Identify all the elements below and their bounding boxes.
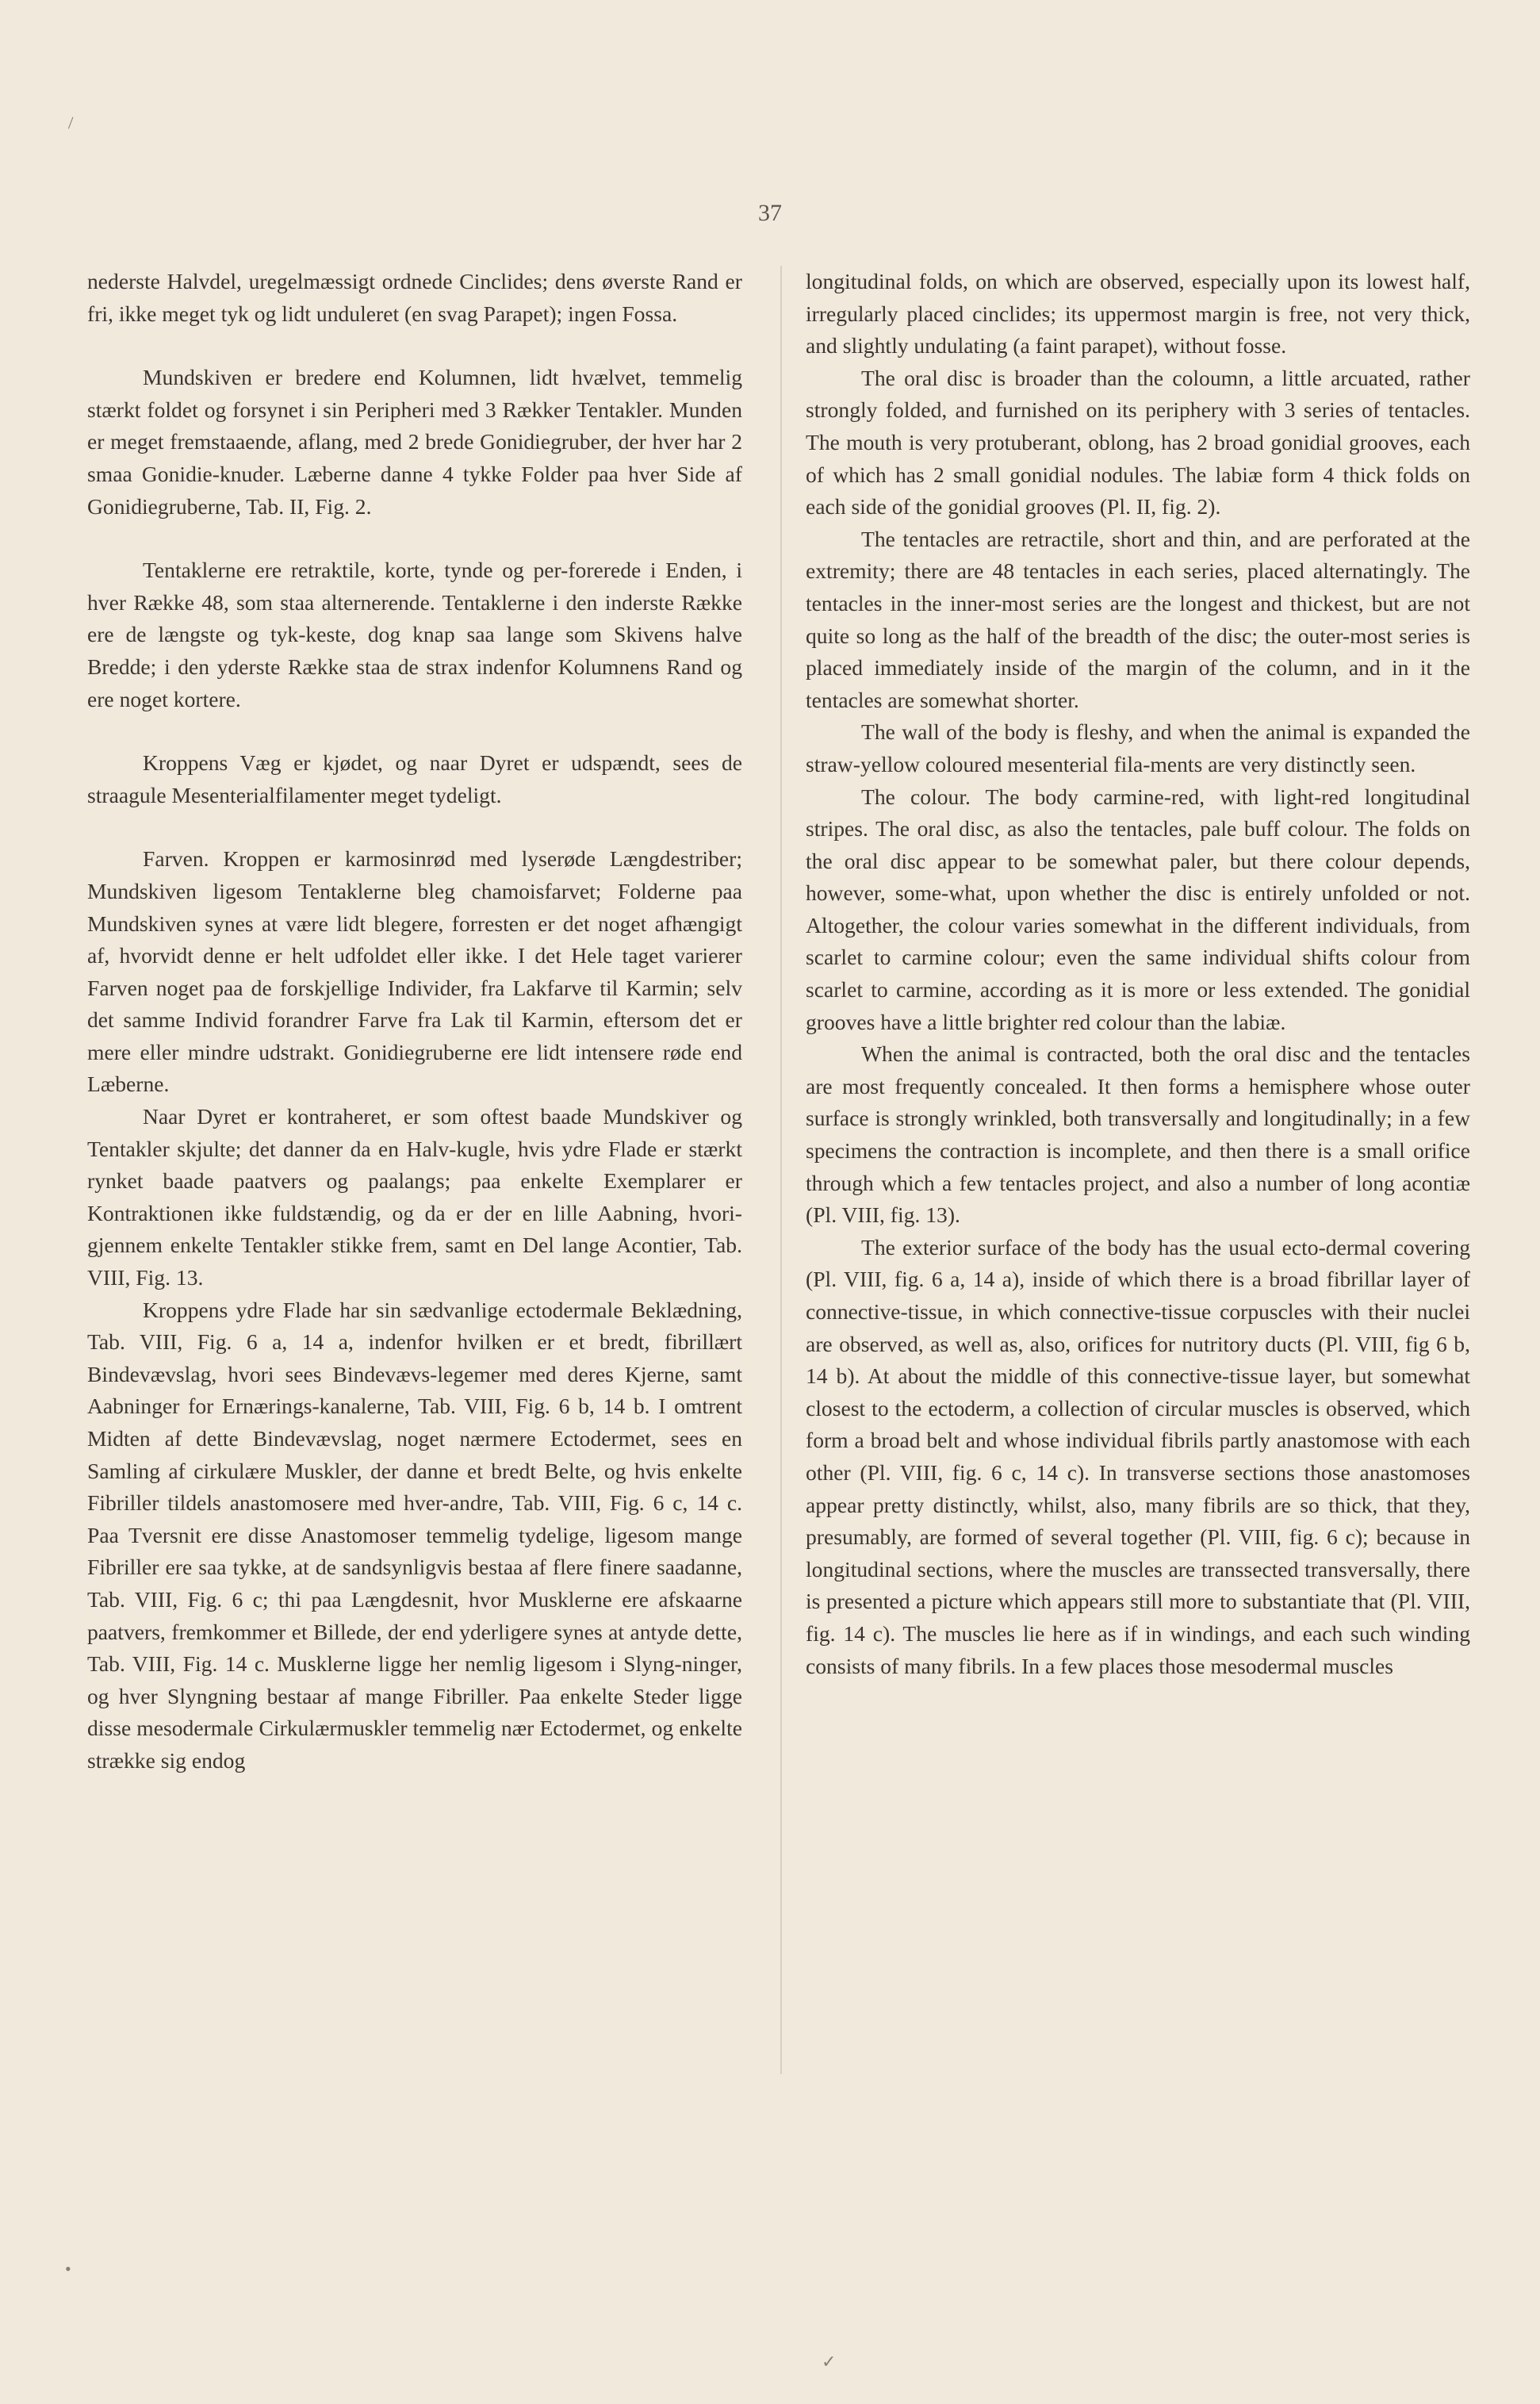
paper-speck: \ xyxy=(63,113,79,132)
paragraph: Kroppens Væg er kjødet, og naar Dyret er udspændt, sees de straagule Mesenterialfilamenter meget tydeligt. xyxy=(87,750,742,807)
paragraph: Farven. Kroppen er karmosinrød med lyserøde Længdestriber; Mundskiven ligesom Tentaklerne bleg chamoisfarvet; Folderne paa Mundskiven synes at være lidt blegere, forresten er det noget afhængigt af, hvorvidt denne er helt udfoldet eller ikke. I det Hele taget varierer Farven noget paa de forskjellige Individer, fra Lakfarve til Karmin; selv det samme Individ forandrer Farve fra Lak til Karmin, eftersom det er mere eller mindre udstrakt. Gonidiegruberne ere lidt intensere røde end Læberne. xyxy=(87,846,742,1097)
paragraph: Tentaklerne ere retraktile, korte, tynde og per-forerede i Enden, i hver Række 48, som staa alternerende. Tentaklerne i den inderste Række ere de længste og tyk-keste, dog knap saa lange som Skivens halve Bredde; i den yderste Række staa de strax indenfor Kolumnens Rand og ere noget kortere. xyxy=(87,558,742,711)
paragraph: Kroppens ydre Flade har sin sædvanlige ectodermale Beklædning, Tab. VIII, Fig. 6 a, 14 a, indenfor hvilken er et bredt, fibrillært Bindevævslag, hvori sees Bindevævs-legemer med deres Kjerne, samt Aabninger for Ernærings-kanalerne, Tab. VIII, Fig. 6 b, 14 b. I omtrent Midten af dette Bindevævslag, noget nærmere Ectodermet, sees en Samling af cirkulære Muskler, der danne et bredt Belte, og hvis enkelte Fibriller tildels anastomosere med hver-andre, Tab. VIII, Fig. 6 c, 14 c. Paa Tversnit ere disse Anastomoser temmelig tydelige, ligesom mange Fibriller ere saa tykke, at de sandsynligvis bestaa af flere finere saadanne, Tab. VIII, Fig. 6 c; thi paa Længdesnit, hvor Musklerne ere afskaarne paatvers, fremkommer et Billede, der end yderligere synes at antyde dette, Tab. VIII, Fig. 14 c. Musklerne ligge her nemlig ligesom i Slyng-ninger, og hver Slyngning bestaar af mange Fibriller. Paa enkelte Steder ligge disse mesodermale Cirkulærmuskler temmelig nær Ectodermet, og enkelte strække sig endog xyxy=(87,1297,742,1773)
paragraph: nederste Halvdel, uregelmæssigt ordnede Cinclides; dens øverste Rand er fri, ikke meget tyk og lidt unduleret (en svag Parapet); ingen Fossa. xyxy=(87,269,742,326)
left-column-danish xyxy=(87,266,742,1777)
paragraph: Naar Dyret er kontraheret, er som oftest baade Mundskiver og Tentakler skjulte; det danner da en Halv-kugle, hvis ydre Flade er stærkt rynket baade paatvers og paalangs; paa enkelte Exemplarer er Kontraktionen ikke fuldstændig, og da er der en lille Aabning, hvori-gjennem enkelte Tentakler stikke frem, samt en Del lange Acontier, Tab. VIII, Fig. 13. xyxy=(87,1104,742,1290)
paper-speck: ✓ xyxy=(822,2352,837,2371)
page-number: 37 xyxy=(758,200,782,226)
paragraph: Mundskiven er bredere end Kolumnen, lidt hvælvet, temmelig stærkt foldet og forsynet i sin Peripheri med 3 Rækker Tentakler. Munden er meget fremstaaende, aflang, med 2 brede Gonidiegruber, der hver har 2 smaa Gonidie-knuder. Læberne danne 4 tykke Folder paa hver Side af Gonidiegruberne, Tab. II, Fig. 2. xyxy=(87,365,742,519)
paragraph: The colour. The body carmine-red, with light-red longitudinal stripes. The oral disc, as also the tentacles, pale buff colour. The folds on the oral disc appear to be somewhat paler, but there colour depends, however, some-what, upon whether the disc is entirely unfolded or not. Altogether, the colour varies somewhat in the different individuals, from scarlet to carmine colour; even the same individual shifts colour from scarlet to carmine, according as it is more or less extended. The gonidial grooves have a little brighter red colour than the labiæ. xyxy=(806,784,1470,1034)
paragraph: The oral disc is broader than the coloumn, a little arcuated, rather strongly folded, and furnished on its periphery with 3 series of tentacles. The mouth is very protuberant, oblong, has 2 broad gonidial grooves, each of which has 2 small gonidial nodules. The labiæ form 4 thick folds on each side of the gonidial grooves (Pl. II, fig. 2). xyxy=(806,365,1470,520)
paragraph: The wall of the body is fleshy, and when the animal is expanded the straw-yellow coloured mesenterial fila-ments are very distinctly seen. xyxy=(806,719,1470,776)
column-divider xyxy=(780,266,782,2074)
paper-speck: • xyxy=(65,2259,71,2279)
paragraph: The exterior surface of the body has the usual ecto-dermal covering (Pl. VIII, fig. 6 a, 14 a), inside of which there is a broad fibrillar layer of connective-tissue, in which connective-tissue corpuscles with their nuclei are observed, as well as, also, orifices for nutritory ducts (Pl. VIII, fig 6 b, 14 b). At about the middle of this connective-tissue layer, but somewhat closest to the ectoderm, a collection of circular muscles is observed, which form a broad belt and whose individual fibrils partly anastomose with each other (Pl. VIII, fig. 6 c, 14 c). In transverse sections those anastomoses appear pretty distinctly, whilst, also, many fibrils are so thick, that they, presumably, are formed of several together (Pl. VIII, fig. 6 c); because in longitudinal sections, where the muscles are transsected transversally, there is presented a picture which appears still more to substantiate that (Pl. VIII, fig. 14 c). The muscles lie here as if in windings, and each such winding consists of many fibrils. In a few places those mesodermal muscles xyxy=(806,1234,1470,1678)
paragraph: The tentacles are retractile, short and thin, and are perforated at the extremity; there are 48 tentacles in each series, placed alternatingly. The tentacles in the inner-most series are the longest and thickest, but are not quite so long as the half of the breadth of the disc; the outer-most series is placed immediately inside of the margin of the column, and in it the tentacles are somewhat shorter. xyxy=(806,526,1470,712)
right-column-english xyxy=(806,266,1470,1682)
paragraph: longitudinal folds, on which are observed, especially upon its lowest half, irregularly placed cinclides; its uppermost margin is free, not very thick, and slightly undulating (a faint parapet), without fosse. xyxy=(806,269,1470,358)
paragraph: When the animal is contracted, both the oral disc and the tentacles are most frequently concealed. It then forms a hemisphere whose outer surface is strongly wrinkled, both transversally and longitudinally; in a few specimens the contraction is incomplete, and then there is a small orifice through which a few tentacles project, and also a number of long acontiæ (Pl. VIII, fig. 13). xyxy=(806,1041,1470,1228)
